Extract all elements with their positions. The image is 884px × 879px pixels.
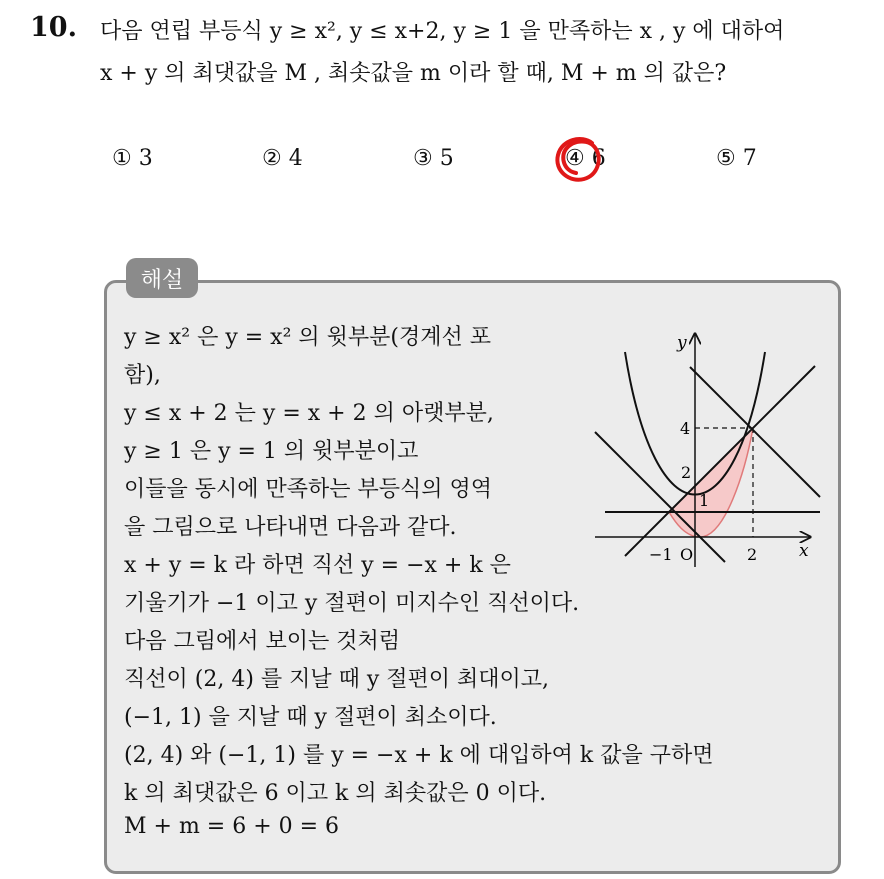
solution-line: 직선이 (2, 4) 를 지날 때 y 절편이 최대이고, <box>124 667 550 692</box>
question-text-line-1: 다음 연립 부등식 y ≥ x², y ≤ x+2, y ≥ 1 을 만족하는 x , y 에 대하여 <box>100 19 785 44</box>
choice-2-mark: ② <box>262 146 282 171</box>
solution-line: y ≤ x + 2 는 y = x + 2 의 아랫부분, <box>124 401 494 426</box>
choice-3[interactable] <box>413 146 454 171</box>
choice-4-value: 6 <box>591 146 606 171</box>
axis-y-label: y <box>677 333 687 353</box>
solution-line: 다음 그림에서 보이는 것처럼 <box>124 629 401 654</box>
solution-line: 을 그림으로 나타내면 다음과 같다. <box>124 515 457 540</box>
choice-5-value: 7 <box>742 146 757 171</box>
choice-5[interactable] <box>716 146 757 171</box>
choice-2-value: 4 <box>288 146 303 171</box>
solution-tag: 해설 <box>126 258 198 298</box>
tick-label-x2: 2 <box>747 545 758 564</box>
line-y-x-plus-2 <box>625 366 815 556</box>
tick-label-y4: 4 <box>680 419 691 438</box>
solution-line: y ≥ 1 은 y = 1 의 윗부분이고 <box>124 439 419 464</box>
choice-3-value: 5 <box>439 146 454 171</box>
solution-line: M + m = 6 + 0 = 6 <box>124 814 340 839</box>
region-graph <box>585 322 825 572</box>
solution-line: (−1, 1) 을 지날 때 y 절편이 최소이다. <box>124 705 497 730</box>
solution-line: 함), <box>124 363 161 388</box>
choice-1[interactable] <box>112 146 153 171</box>
question-text-line-2: x + y 의 최댓값을 M , 최솟값을 m 이라 할 때, M + m 의 값은? <box>100 61 727 86</box>
choice-1-value: 3 <box>138 146 153 171</box>
answer-circle-annotation <box>552 131 608 187</box>
solution-line: 기울기가 −1 이고 y 절편이 미지수인 직선이다. <box>124 591 580 616</box>
tick-label-y1: 1 <box>699 491 710 510</box>
choice-4-mark: ④ <box>565 146 585 171</box>
choice-2[interactable] <box>262 146 303 171</box>
solution-line: y ≥ x² 은 y = x² 의 윗부분(경계선 포 <box>124 325 491 350</box>
solution-line: (2, 4) 와 (−1, 1) 를 y = −x + k 에 대입하여 k 값을 구하면 <box>124 743 714 768</box>
choice-5-mark: ⑤ <box>716 146 736 171</box>
solution-line: k 의 최댓값은 6 이고 k 의 최솟값은 0 이다. <box>124 781 547 806</box>
choice-3-mark: ③ <box>413 146 433 171</box>
solution-line: 이들을 동시에 만족하는 부등식의 영역 <box>124 477 493 502</box>
axis-x-label: x <box>799 541 809 561</box>
tick-label-y2: 2 <box>681 463 692 482</box>
tick-label-xm1: −1 <box>649 545 673 564</box>
solution-line: x + y = k 라 하면 직선 y = −x + k 은 <box>124 553 511 578</box>
question-number: 10. <box>30 12 77 43</box>
tick-label-origin: O <box>680 545 694 564</box>
choice-1-mark: ① <box>112 146 132 171</box>
